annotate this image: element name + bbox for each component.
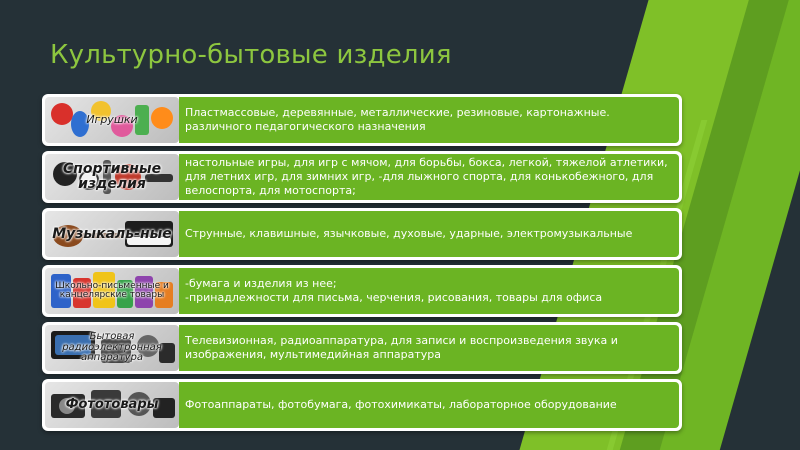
description-line: Пластмассовые, деревянные, металлические, резиновые, картонажные.	[185, 106, 610, 119]
description-line: различного педагогического назначения	[185, 120, 426, 133]
category-row-photo[interactable]	[42, 379, 682, 431]
category-row-toys[interactable]	[42, 94, 682, 146]
description-line: -бумага и изделия из нее;	[185, 277, 337, 290]
description-line: настольные игры, для игр с мячом, для борьбы, бокса, легкой, тяжелой атлетики, для летних игр, для зимних игр, -для лыжного спорта, для конькобежного, для велоспорта, для мотоспорта;	[185, 156, 668, 197]
description-line: Фотоаппараты, фотобумага, фотохимикаты, лабораторное оборудование	[185, 398, 617, 411]
sports-equipment-image	[45, 154, 179, 200]
description-line: Телевизионная, радиоаппаратура, для записи и воспроизведения звука и изображения, мультимедийная аппаратура	[185, 334, 618, 361]
category-image-label: Школьно-письменные и канцелярские товары	[55, 280, 169, 300]
category-image-label: Игрушки	[86, 113, 138, 127]
category-row-musical[interactable]	[42, 208, 682, 260]
category-description	[179, 211, 679, 257]
category-description	[179, 97, 679, 143]
slide-title: Культурно-бытовые изделия	[50, 40, 452, 70]
category-image-label: Фототовары	[65, 397, 159, 413]
category-row-stationery[interactable]	[42, 265, 682, 317]
category-image-label: Спортивные изделия	[62, 161, 162, 192]
electronics-image	[45, 325, 179, 371]
toys-image	[45, 97, 179, 143]
category-image-label: Музыкаль-ные	[52, 225, 172, 242]
musical-instruments-image	[45, 211, 179, 257]
photo-goods-image	[45, 382, 179, 428]
category-description	[179, 382, 679, 428]
category-description	[179, 154, 679, 200]
category-description	[179, 325, 679, 371]
category-image-label: Бытовая радиоэлектронная аппаратура	[62, 331, 162, 364]
category-row-electronics[interactable]	[42, 322, 682, 374]
description-line: -принадлежности для письма, черчения, рисования, товары для офиса	[185, 291, 603, 304]
category-row-sports[interactable]	[42, 151, 682, 203]
description-line: Струнные, клавишные, язычковые, духовые, ударные, электромузыкальные	[185, 227, 633, 240]
category-description	[179, 268, 679, 314]
stationery-image	[45, 268, 179, 314]
